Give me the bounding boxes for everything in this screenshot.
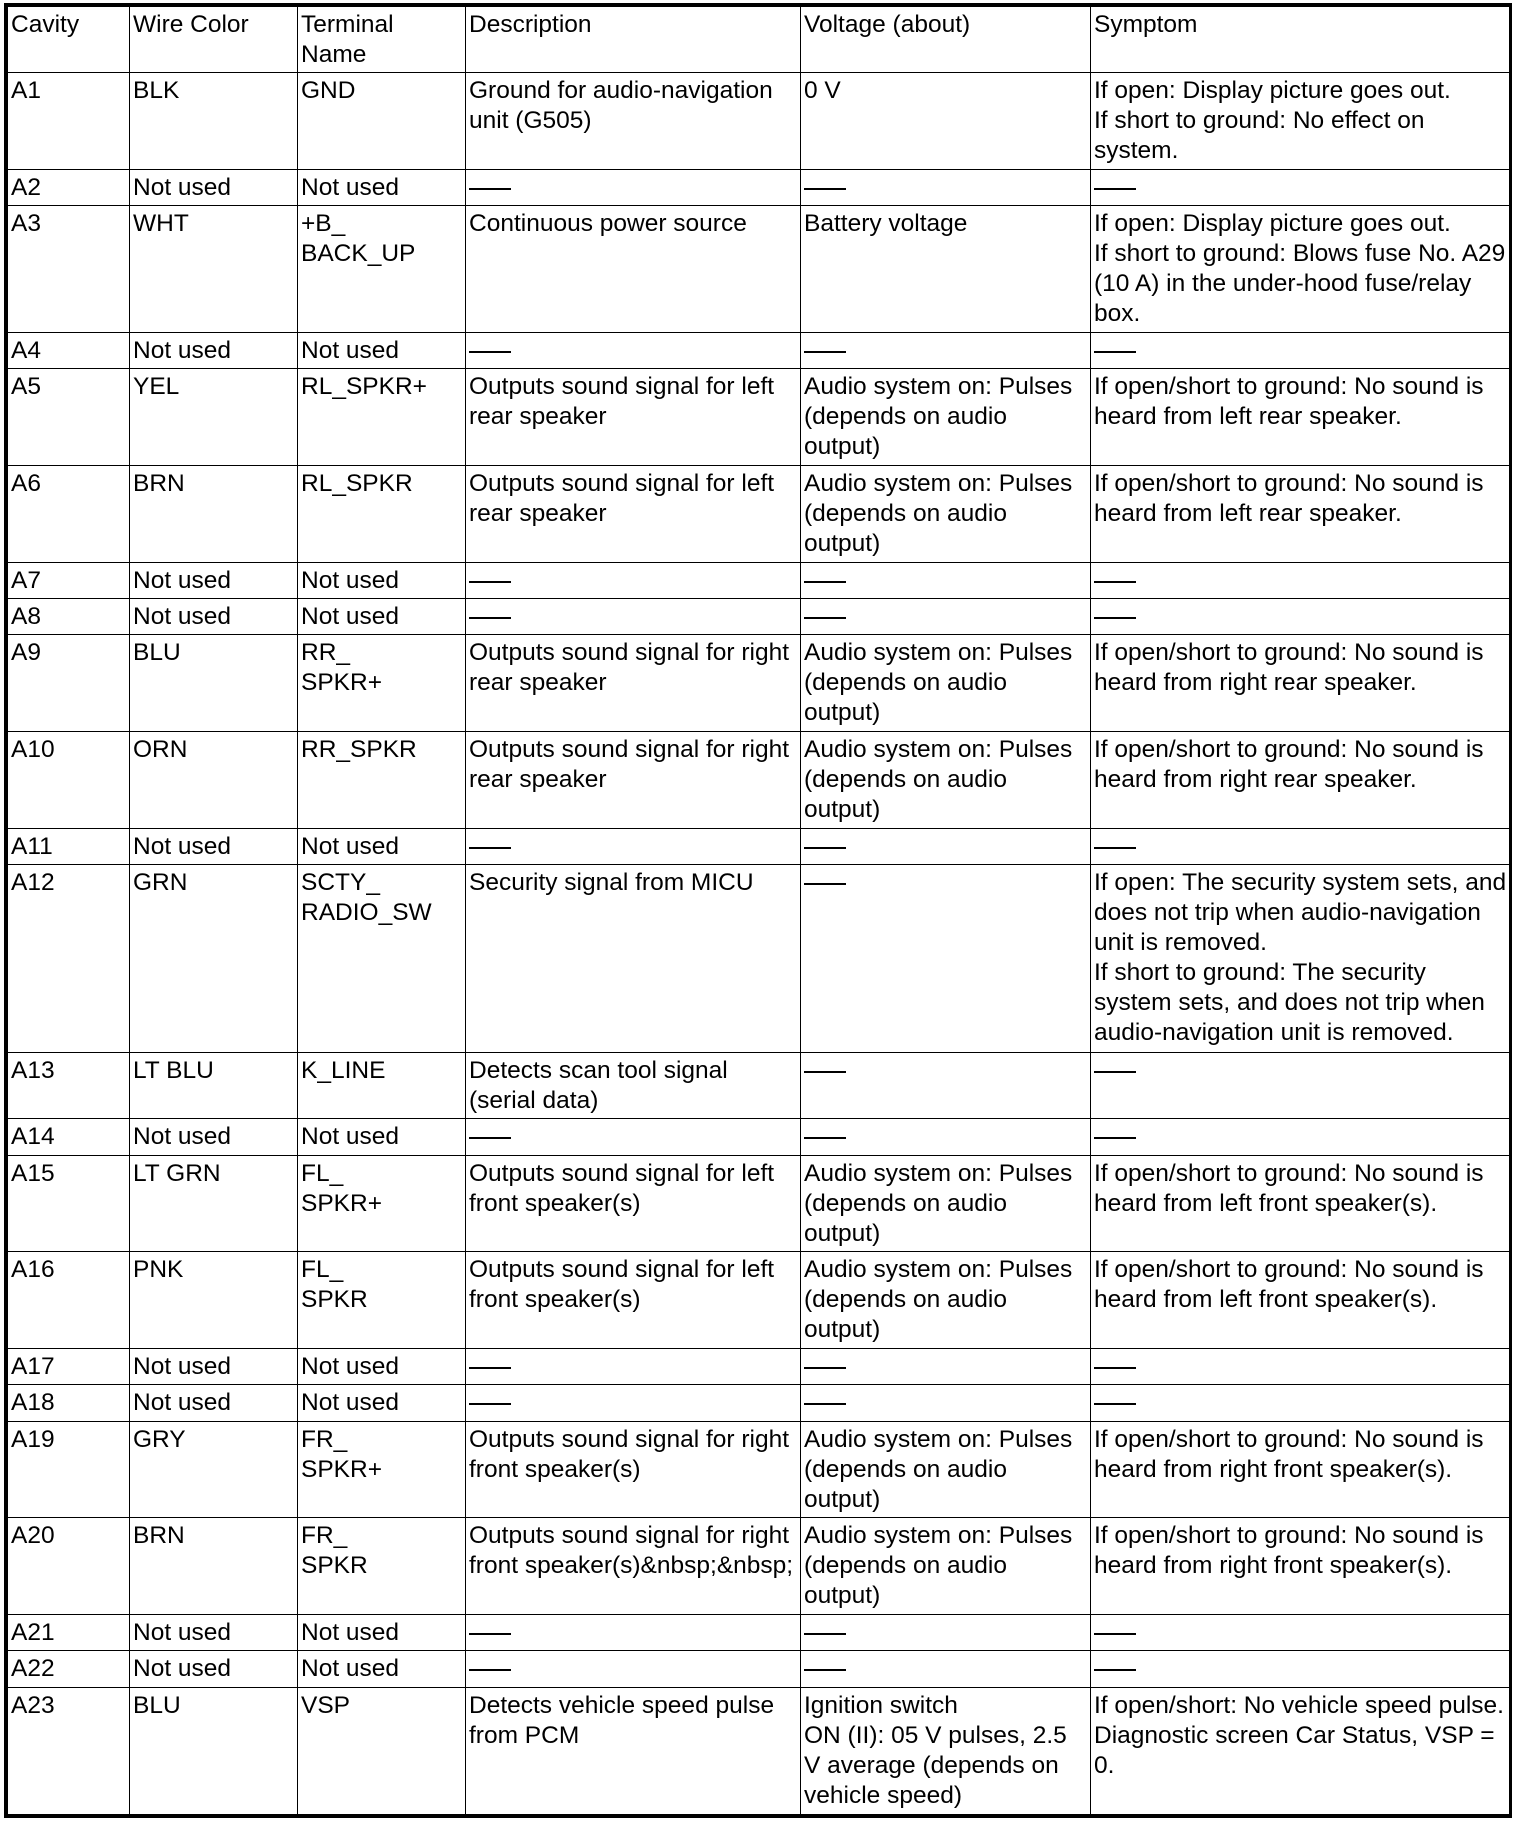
dash-line bbox=[1094, 1071, 1136, 1073]
cell-wire-color: BLU bbox=[130, 635, 298, 732]
cell-voltage: Ignition switch ON (II): 05 V pulses, 2.5 V average (depends on vehicle speed) bbox=[801, 1687, 1091, 1814]
cell-voltage bbox=[801, 865, 1091, 1053]
dash-line bbox=[1094, 1669, 1136, 1671]
header-row bbox=[8, 7, 1510, 73]
cell-voltage: Audio system on: Pulses (depends on audio output) bbox=[801, 1518, 1091, 1615]
dash-line bbox=[804, 351, 846, 353]
cell-wire-color: ORN bbox=[130, 732, 298, 829]
dash-line bbox=[804, 883, 846, 885]
table-row bbox=[8, 1052, 1510, 1119]
table-row bbox=[8, 466, 1510, 563]
cell-terminal-name: RL_SPKR+ bbox=[298, 369, 466, 466]
table-row bbox=[8, 1119, 1510, 1155]
cell-voltage bbox=[801, 333, 1091, 369]
cell-terminal-name: FR_ SPKR+ bbox=[298, 1421, 466, 1518]
cell-terminal-name: Not used bbox=[298, 1119, 466, 1155]
cell-terminal-name: RR_SPKR bbox=[298, 732, 466, 829]
cell-wire-color: BLU bbox=[130, 1687, 298, 1814]
cell-wire-color: YEL bbox=[130, 369, 298, 466]
header-voltage: Voltage (about) bbox=[801, 7, 1091, 73]
cell-cavity: A14 bbox=[8, 1119, 130, 1155]
cell-terminal-name: Not used bbox=[298, 562, 466, 598]
cell-description: Outputs sound signal for right rear speaker bbox=[466, 732, 801, 829]
table-row bbox=[8, 73, 1510, 170]
table-row bbox=[8, 562, 1510, 598]
cell-voltage: Audio system on: Pulses (depends on audio output) bbox=[801, 1155, 1091, 1252]
cell-cavity: A17 bbox=[8, 1349, 130, 1385]
cell-description: Outputs sound signal for right front speaker(s)&nbsp;&nbsp; bbox=[466, 1518, 801, 1615]
cell-wire-color: Not used bbox=[130, 1119, 298, 1155]
cell-description: Outputs sound signal for right front speaker(s) bbox=[466, 1421, 801, 1518]
cell-cavity: A5 bbox=[8, 369, 130, 466]
cell-voltage: Audio system on: Pulses (depends on audio output) bbox=[801, 732, 1091, 829]
cell-wire-color: Not used bbox=[130, 333, 298, 369]
cell-cavity: A6 bbox=[8, 466, 130, 563]
cell-symptom bbox=[1091, 1052, 1510, 1119]
table-row bbox=[8, 333, 1510, 369]
cell-symptom bbox=[1091, 562, 1510, 598]
cell-wire-color: LT GRN bbox=[130, 1155, 298, 1252]
cell-terminal-name: K_LINE bbox=[298, 1052, 466, 1119]
cell-voltage bbox=[801, 1615, 1091, 1651]
cell-description bbox=[466, 1615, 801, 1651]
cell-cavity: A10 bbox=[8, 732, 130, 829]
cell-description: Outputs sound signal for left front speaker(s) bbox=[466, 1155, 801, 1252]
cell-wire-color: Not used bbox=[130, 169, 298, 205]
dash-line bbox=[1094, 581, 1136, 583]
cell-cavity: A13 bbox=[8, 1052, 130, 1119]
cell-wire-color: PNK bbox=[130, 1252, 298, 1349]
dash-line bbox=[469, 351, 511, 353]
cell-terminal-name: FR_ SPKR bbox=[298, 1518, 466, 1615]
cell-symptom bbox=[1091, 1385, 1510, 1421]
cell-cavity: A21 bbox=[8, 1615, 130, 1651]
cell-terminal-name: Not used bbox=[298, 1349, 466, 1385]
cell-wire-color: BLK bbox=[130, 73, 298, 170]
cell-description bbox=[466, 169, 801, 205]
cell-cavity: A8 bbox=[8, 599, 130, 635]
cell-wire-color: WHT bbox=[130, 206, 298, 333]
cell-symptom: If open/short to ground: No sound is heard from right front speaker(s). bbox=[1091, 1421, 1510, 1518]
table-row bbox=[8, 369, 1510, 466]
cell-wire-color: Not used bbox=[130, 1651, 298, 1687]
cell-description: Detects scan tool signal (serial data) bbox=[466, 1052, 801, 1119]
cell-voltage bbox=[801, 828, 1091, 864]
table-row bbox=[8, 1687, 1510, 1814]
cell-symptom bbox=[1091, 1651, 1510, 1687]
dash-line bbox=[804, 581, 846, 583]
cell-symptom bbox=[1091, 1615, 1510, 1651]
cell-voltage bbox=[801, 562, 1091, 598]
table-row bbox=[8, 635, 1510, 732]
table-row bbox=[8, 1252, 1510, 1349]
dash-line bbox=[469, 1367, 511, 1369]
cell-terminal-name: Not used bbox=[298, 333, 466, 369]
cell-terminal-name: FL_ SPKR bbox=[298, 1252, 466, 1349]
header-cavity: Cavity bbox=[8, 7, 130, 73]
cell-description: Detects vehicle speed pulse from PCM bbox=[466, 1687, 801, 1814]
table-body bbox=[8, 73, 1510, 1815]
cell-voltage bbox=[801, 169, 1091, 205]
table-row bbox=[8, 1651, 1510, 1687]
cell-description bbox=[466, 828, 801, 864]
dash-line bbox=[469, 1633, 511, 1635]
cell-description bbox=[466, 1119, 801, 1155]
cell-symptom: If open: Display picture goes out. If short to ground: No effect on system. bbox=[1091, 73, 1510, 170]
cell-description: Security signal from MICU bbox=[466, 865, 801, 1053]
dash-line bbox=[804, 1367, 846, 1369]
cell-symptom: If open: The security system sets, and does not trip when audio-navigation unit is removed. If short to ground: The security system sets, and does not trip when audio-navigation unit is removed. bbox=[1091, 865, 1510, 1053]
cell-description bbox=[466, 562, 801, 598]
cell-terminal-name: +B_ BACK_UP bbox=[298, 206, 466, 333]
cell-wire-color: Not used bbox=[130, 599, 298, 635]
dash-line bbox=[469, 581, 511, 583]
dash-line bbox=[469, 1137, 511, 1139]
cell-symptom: If open: Display picture goes out. If short to ground: Blows fuse No. A29 (10 A) in the under-hood fuse/relay box. bbox=[1091, 206, 1510, 333]
cell-voltage bbox=[801, 1052, 1091, 1119]
cell-wire-color: LT BLU bbox=[130, 1052, 298, 1119]
cell-cavity: A15 bbox=[8, 1155, 130, 1252]
cell-wire-color: GRY bbox=[130, 1421, 298, 1518]
dash-line bbox=[804, 188, 846, 190]
cell-terminal-name: Not used bbox=[298, 828, 466, 864]
cell-description bbox=[466, 1651, 801, 1687]
cell-description: Outputs sound signal for left front speaker(s) bbox=[466, 1252, 801, 1349]
cell-voltage: Audio system on: Pulses (depends on audio output) bbox=[801, 1421, 1091, 1518]
dash-line bbox=[469, 1669, 511, 1671]
cell-symptom: If open/short to ground: No sound is heard from right rear speaker. bbox=[1091, 732, 1510, 829]
cell-cavity: A11 bbox=[8, 828, 130, 864]
header-terminal-name: Terminal Name bbox=[298, 7, 466, 73]
cell-description: Ground for audio-navigation unit (G505) bbox=[466, 73, 801, 170]
cell-cavity: A7 bbox=[8, 562, 130, 598]
cell-voltage bbox=[801, 1651, 1091, 1687]
cell-wire-color: Not used bbox=[130, 828, 298, 864]
dash-line bbox=[804, 1071, 846, 1073]
cell-description: Outputs sound signal for right rear speaker bbox=[466, 635, 801, 732]
dash-line bbox=[804, 1403, 846, 1405]
cell-terminal-name: FL_ SPKR+ bbox=[298, 1155, 466, 1252]
dash-line bbox=[469, 617, 511, 619]
cell-terminal-name: VSP bbox=[298, 1687, 466, 1814]
table-row bbox=[8, 1421, 1510, 1518]
cell-description bbox=[466, 333, 801, 369]
cell-terminal-name: Not used bbox=[298, 599, 466, 635]
dash-line bbox=[804, 1633, 846, 1635]
dash-line bbox=[1094, 351, 1136, 353]
cell-voltage: Audio system on: Pulses (depends on audio output) bbox=[801, 466, 1091, 563]
cell-voltage bbox=[801, 1119, 1091, 1155]
cell-symptom: If open/short to ground: No sound is heard from right rear speaker. bbox=[1091, 635, 1510, 732]
table-row bbox=[8, 732, 1510, 829]
table-row bbox=[8, 1155, 1510, 1252]
cell-symptom bbox=[1091, 1349, 1510, 1385]
dash-line bbox=[1094, 1633, 1136, 1635]
cell-symptom bbox=[1091, 828, 1510, 864]
cell-symptom: If open/short to ground: No sound is heard from left rear speaker. bbox=[1091, 466, 1510, 563]
cell-description bbox=[466, 1349, 801, 1385]
cell-voltage: Audio system on: Pulses (depends on audio output) bbox=[801, 1252, 1091, 1349]
dash-line bbox=[469, 847, 511, 849]
cell-description: Continuous power source bbox=[466, 206, 801, 333]
cell-cavity: A2 bbox=[8, 169, 130, 205]
table-row bbox=[8, 865, 1510, 1053]
header-wire-color: Wire Color bbox=[130, 7, 298, 73]
table-row bbox=[8, 599, 1510, 635]
table-row bbox=[8, 1385, 1510, 1421]
cell-wire-color: Not used bbox=[130, 1349, 298, 1385]
cell-cavity: A20 bbox=[8, 1518, 130, 1615]
cell-cavity: A19 bbox=[8, 1421, 130, 1518]
table-row bbox=[8, 828, 1510, 864]
cell-wire-color: Not used bbox=[130, 1615, 298, 1651]
cell-voltage: Battery voltage bbox=[801, 206, 1091, 333]
cell-symptom bbox=[1091, 169, 1510, 205]
table-row bbox=[8, 1615, 1510, 1651]
cell-description bbox=[466, 599, 801, 635]
cell-terminal-name: Not used bbox=[298, 169, 466, 205]
cell-wire-color: Not used bbox=[130, 562, 298, 598]
cell-terminal-name: SCTY_ RADIO_SW bbox=[298, 865, 466, 1053]
cell-voltage bbox=[801, 1385, 1091, 1421]
dash-line bbox=[804, 1137, 846, 1139]
dash-line bbox=[804, 617, 846, 619]
cell-symptom: If open/short to ground: No sound is heard from left front speaker(s). bbox=[1091, 1155, 1510, 1252]
cell-symptom bbox=[1091, 1119, 1510, 1155]
table-row bbox=[8, 1349, 1510, 1385]
dash-line bbox=[1094, 188, 1136, 190]
cell-voltage: 0 V bbox=[801, 73, 1091, 170]
cell-voltage bbox=[801, 1349, 1091, 1385]
cell-symptom: If open/short to ground: No sound is heard from left front speaker(s). bbox=[1091, 1252, 1510, 1349]
cell-description: Outputs sound signal for left rear speaker bbox=[466, 369, 801, 466]
table-row bbox=[8, 206, 1510, 333]
dash-line bbox=[1094, 617, 1136, 619]
cell-cavity: A18 bbox=[8, 1385, 130, 1421]
header-symptom: Symptom bbox=[1091, 7, 1510, 73]
table-row bbox=[8, 169, 1510, 205]
cell-voltage: Audio system on: Pulses (depends on audio output) bbox=[801, 369, 1091, 466]
dash-line bbox=[1094, 1137, 1136, 1139]
dash-line bbox=[804, 847, 846, 849]
cell-cavity: A16 bbox=[8, 1252, 130, 1349]
header-description: Description bbox=[466, 7, 801, 73]
cell-wire-color: Not used bbox=[130, 1385, 298, 1421]
cell-cavity: A3 bbox=[8, 206, 130, 333]
connector-terminal-table bbox=[4, 3, 1512, 1818]
dash-line bbox=[1094, 1367, 1136, 1369]
cell-terminal-name: RR_ SPKR+ bbox=[298, 635, 466, 732]
cell-terminal-name: GND bbox=[298, 73, 466, 170]
dash-line bbox=[469, 188, 511, 190]
cell-symptom bbox=[1091, 599, 1510, 635]
cell-voltage: Audio system on: Pulses (depends on audio output) bbox=[801, 635, 1091, 732]
cell-cavity: A4 bbox=[8, 333, 130, 369]
cell-wire-color: BRN bbox=[130, 1518, 298, 1615]
dash-line bbox=[469, 1403, 511, 1405]
cell-wire-color: BRN bbox=[130, 466, 298, 563]
cell-symptom: If open/short: No vehicle speed pulse. Diagnostic screen Car Status, VSP = 0. bbox=[1091, 1687, 1510, 1814]
cell-wire-color: GRN bbox=[130, 865, 298, 1053]
cell-symptom bbox=[1091, 333, 1510, 369]
cell-cavity: A9 bbox=[8, 635, 130, 732]
cell-symptom: If open/short to ground: No sound is heard from left rear speaker. bbox=[1091, 369, 1510, 466]
cell-voltage bbox=[801, 599, 1091, 635]
dash-line bbox=[804, 1669, 846, 1671]
cell-symptom: If open/short to ground: No sound is heard from right front speaker(s). bbox=[1091, 1518, 1510, 1615]
table-row bbox=[8, 1518, 1510, 1615]
cell-terminal-name: Not used bbox=[298, 1615, 466, 1651]
cell-description bbox=[466, 1385, 801, 1421]
cell-cavity: A1 bbox=[8, 73, 130, 170]
dash-line bbox=[1094, 1403, 1136, 1405]
terminal-table bbox=[7, 6, 1510, 1815]
cell-description: Outputs sound signal for left rear speaker bbox=[466, 466, 801, 563]
cell-terminal-name: Not used bbox=[298, 1651, 466, 1687]
cell-cavity: A12 bbox=[8, 865, 130, 1053]
dash-line bbox=[1094, 847, 1136, 849]
cell-terminal-name: RL_SPKR bbox=[298, 466, 466, 563]
cell-terminal-name: Not used bbox=[298, 1385, 466, 1421]
cell-cavity: A23 bbox=[8, 1687, 130, 1814]
cell-cavity: A22 bbox=[8, 1651, 130, 1687]
